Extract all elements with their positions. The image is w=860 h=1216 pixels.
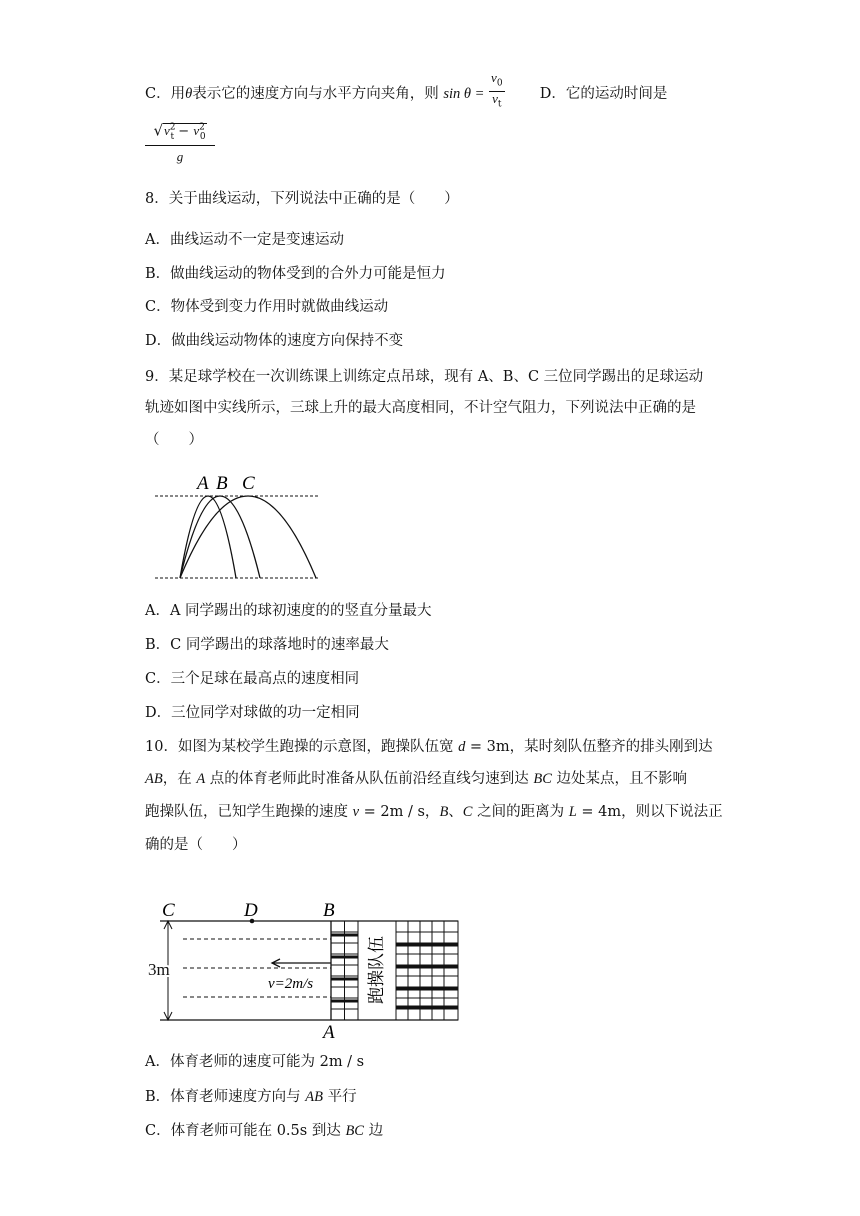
sqrt-radicand bbox=[163, 123, 207, 142]
q10-l1-b: = 3m，某时刻队伍整齐的排头刚到达 bbox=[465, 739, 713, 755]
var-ab: AB bbox=[145, 771, 163, 787]
var-v: v bbox=[352, 804, 360, 820]
q7-option-d-formula bbox=[145, 120, 215, 165]
q9-stem-line-3: （ ） bbox=[145, 432, 203, 448]
queue-right-grid bbox=[396, 921, 458, 1020]
radicand-sub-a: t bbox=[170, 131, 175, 142]
q9-stem-line-1: 9．某足球学校在一次训练课上训练定点吊球，现有 A、B、C 三位同学踢出的足球运动 bbox=[145, 369, 704, 385]
q10-l2-a: ，在 bbox=[162, 771, 197, 787]
velocity-label: v=2m/s bbox=[268, 976, 314, 992]
q7-option-c-prefix: C．用 bbox=[145, 86, 186, 103]
q8-option-a: A．曲线运动不一定是变速运动 bbox=[145, 232, 344, 248]
frac-num-sub: 0 bbox=[496, 78, 503, 89]
var-c: C bbox=[462, 804, 473, 820]
q7-option-c-fraction bbox=[489, 71, 505, 111]
width-label: 3m bbox=[148, 960, 170, 979]
queue-label: 跑操队伍 bbox=[367, 936, 387, 1004]
q10-option-b-math: AB bbox=[305, 1089, 323, 1105]
q10-l3-c: 、 bbox=[448, 804, 463, 820]
q10-option-a-math: 2m / s bbox=[319, 1054, 365, 1070]
q10-option-b-text: B．体育老师速度方向与 bbox=[145, 1089, 306, 1105]
q10-l3-d: 之间的距离为 bbox=[472, 804, 569, 820]
q8-option-d: D．做曲线运动物体的速度方向保持不变 bbox=[145, 333, 404, 349]
radicand-v-t: v bbox=[164, 123, 170, 139]
label-c: C bbox=[162, 900, 175, 921]
q10-l3-a: 跑操队伍，已知学生跑操的速度 bbox=[145, 804, 353, 820]
q9-trajectory-figure bbox=[150, 466, 325, 584]
q10-stem-line-4: 确的是（ ） bbox=[145, 837, 247, 853]
q10-option-c-post: 到达 bbox=[307, 1123, 346, 1139]
label-b: B bbox=[216, 473, 228, 494]
frac-num-v: v bbox=[491, 70, 497, 85]
q9-option-d: D．三位同学对球做的功一定相同 bbox=[145, 705, 360, 721]
q7-option-d: D．它的运动时间是 bbox=[539, 86, 668, 103]
q8-option-b: B．做曲线运动的物体受到的合外力可能是恒力 bbox=[145, 266, 446, 282]
q9-option-b: B．C 同学踢出的球落地时的速率最大 bbox=[145, 637, 389, 653]
label-d: D bbox=[244, 900, 258, 921]
trajectory-a bbox=[180, 496, 236, 578]
q10-option-c-math: 0.5s bbox=[276, 1123, 308, 1139]
q10-l1-a: 10．如图为某校学生跑操的示意图，跑操队伍宽 bbox=[145, 739, 459, 755]
q10-stem-line-2 bbox=[145, 769, 687, 789]
q10-stem-line-1 bbox=[145, 737, 713, 757]
radicand-v-0: v bbox=[193, 123, 200, 139]
q7-option-c bbox=[145, 70, 668, 111]
theta-symbol: θ bbox=[185, 86, 193, 103]
var-l: L bbox=[568, 804, 577, 820]
q10-option-b-post: 平行 bbox=[322, 1089, 357, 1105]
sqrt-symbol: √ bbox=[153, 121, 163, 140]
frac-den-v: v bbox=[492, 90, 498, 106]
q10-l2-b: 点的体育老师此时准备从队伍前沿经直线匀速到达 bbox=[205, 771, 534, 787]
q10-option-c-math2: BC bbox=[345, 1123, 364, 1139]
radicand-minus: − bbox=[174, 124, 194, 140]
sin-theta-expr: sin θ = bbox=[443, 86, 485, 103]
q10-option-c-text: C．体育老师可能在 bbox=[145, 1123, 277, 1139]
q10-running-figure bbox=[148, 895, 468, 1043]
frac-den-sub: t bbox=[497, 99, 502, 110]
q10-l3-e: = 4m，则以下说法正 bbox=[576, 804, 723, 820]
q10-l3-b: = 2m / s， bbox=[359, 804, 440, 820]
q10-l2-c: 边处某点，且不影响 bbox=[551, 771, 688, 787]
q8-stem: 8．关于曲线运动，下列说法中正确的是（ ） bbox=[145, 191, 459, 207]
label-c: C bbox=[242, 473, 255, 494]
q10-option-c bbox=[145, 1121, 383, 1141]
q10-option-a-text: A．体育老师的速度可能为 bbox=[145, 1054, 320, 1070]
q7-option-c-text: 表示它的速度方向与水平方向夹角，则 bbox=[192, 86, 439, 103]
q10-option-a bbox=[145, 1052, 364, 1072]
var-a: A bbox=[196, 771, 206, 787]
label-b: B bbox=[323, 900, 335, 921]
q9-stem-line-2: 轨迹如图中实线所示，三球上升的最大高度相同，不计空气阻力，下列说法中正确的是 bbox=[145, 400, 696, 416]
var-b: B bbox=[439, 804, 449, 820]
var-d: d bbox=[458, 739, 466, 755]
radicand-sup-a: 2 bbox=[169, 123, 176, 133]
trajectory-b bbox=[180, 496, 260, 578]
label-a: A bbox=[197, 473, 209, 494]
radicand-sub-b: 0 bbox=[199, 131, 206, 142]
var-bc: BC bbox=[533, 771, 552, 787]
label-a: A bbox=[323, 1022, 335, 1043]
q10-option-b bbox=[145, 1087, 357, 1107]
q9-option-c: C．三个足球在最高点的速度相同 bbox=[145, 671, 360, 687]
q9-option-a: A．A 同学踢出的球初速度的的竖直分量最大 bbox=[145, 603, 432, 619]
formula-denominator: g bbox=[176, 148, 184, 164]
q10-stem-line-3 bbox=[145, 802, 723, 822]
radicand-sup-b: 2 bbox=[199, 123, 205, 133]
q8-option-c: C．物体受到变力作用时就做曲线运动 bbox=[145, 299, 389, 315]
q10-option-c-post2: 边 bbox=[363, 1123, 384, 1139]
